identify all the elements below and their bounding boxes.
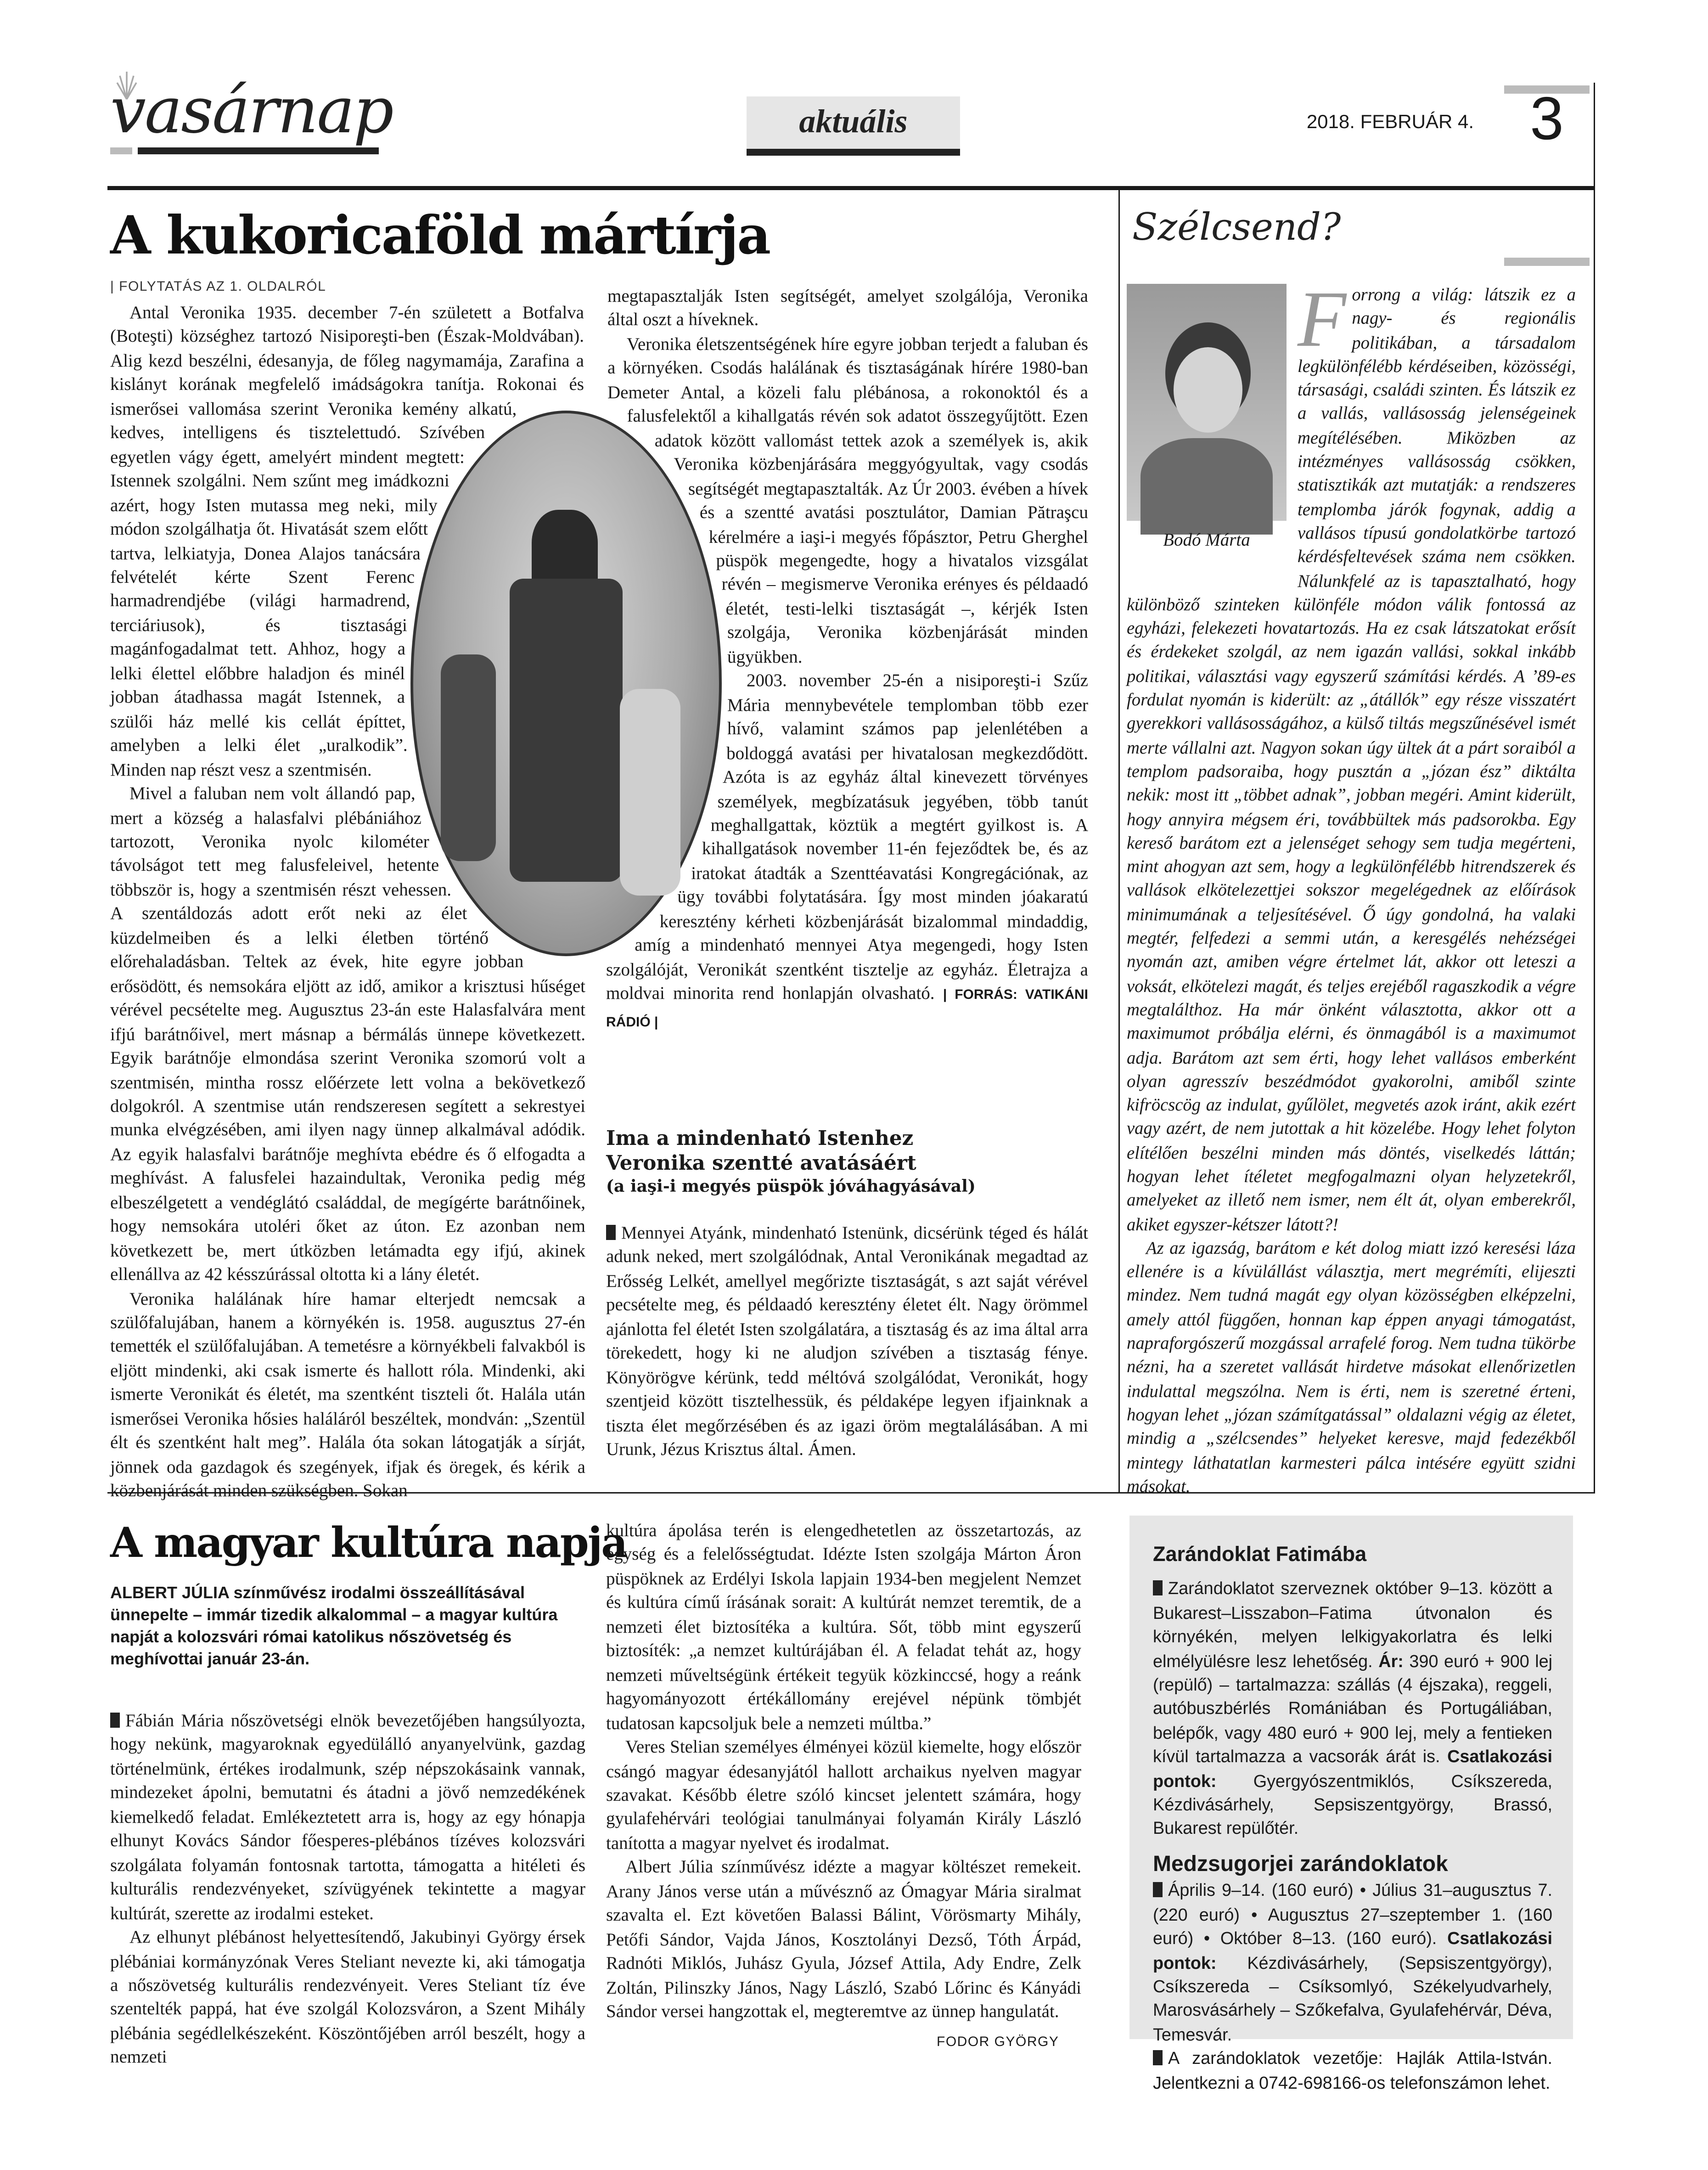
info-text: Április 9–14. (160 euró) • Július 31–augusztus 7. (220 euró) • Augusztus 27–szeptember 1. (160 euró) • Október 8–13. (160 euró). bbox=[1153, 1881, 1552, 1949]
article1-column-1 bbox=[110, 300, 585, 1501]
paragraph: Az elhunyt plébánost helyettesítendő, Jakubinyi György érsek plébániai kormányzónak Veres Steliant nevezte ki, aki támogatja a nőszövetség kulturális rendezvényeit. Veres Steliant tíz éve szentelték pappá, hat éve szolgál Kolozsváron, a Szent Mihály plébánia segédlelkészeként. Köszöntőjében arról beszélt, hogy a nemzeti bbox=[110, 1926, 585, 2068]
prayer-title-2: Veronika szentté avatásáért bbox=[606, 1152, 916, 1175]
article2-headline: A magyar kultúra napja bbox=[110, 1520, 627, 1568]
article-headline: A kukoricaföld mártírja bbox=[110, 204, 770, 266]
paragraph: Veronika halálának híre hamar elterjedt nemcsak a szülőfalujában, hanem a környékén is. 1958. augusztus 27-én temették el szülőfalujában. A temetésre a környékbeli falvakból is eljött mindenki, aki csak ismerte és hallott róla. Mindenki, aki ismerte Veronikát és életét, ma szentként tiszteli őt. Halála után ismerősei Veronika hősies haláláról beszéltek, mondván: „Szentül élt és szentként halt meg”. Halála óta sokan látogatják a sírját, jönnek oda gazdagok és szegények, ifjak és öregek, és kérik a közbenjárását minden szükségben. Sokan bbox=[110, 1287, 585, 1501]
paragraph: megtapasztalják Isten segítségét, amelyet szolgálója, Veronika által oszt a híveknek. bbox=[607, 285, 1088, 330]
paragraph: 2003. november 25-én a nisiporeşti-i Szűz Mária mennybevétele templomban több ezer hívő, valamint számos pap jelenlétében a boldoggá avatási per hivatalosan megkezdődött. Azóta is az egyház által kinevezett törvényes személyek, megbízatásuk jegyében, több tanút meghallgattak, köztük a megtért gyilkost is. A kihallgatások november 11-én fejeződtek be, és az iratokat átadták a Szenttéavatási Kongregációnak, az ügy további folytatására. Így most minden jóakaratú keresztény kérheti közbenjárását bizalommal mindaddig, amíg a mindenható mennyei Atya megengedi, hogy Isten szolgálóját, Veronikát szentként tisztelje az egyház. Életrajza a moldvai minorita rend honlapján olvasható. bbox=[606, 670, 1088, 1003]
prayer-subtitle: (a iaşi-i megyés püspök jóváhagyásával) bbox=[606, 1177, 976, 1196]
infobox-title-fatima: Zarándoklat Fatimába bbox=[1153, 1543, 1367, 1567]
bullet-square-icon bbox=[110, 1713, 120, 1728]
bullet-square-icon bbox=[606, 1225, 616, 1240]
infobox-title-medjugorje: Medzsugorjei zarándoklatok bbox=[1153, 1853, 1448, 1877]
page-number-bar-bottom bbox=[1504, 258, 1590, 266]
article2-column-1 bbox=[110, 1708, 585, 2068]
info-text: Gyergyószentmiklós, Csíkszereda, Kézdivásárhely, Sepsiszentgyörgy, Brassó, Bukarest repülőtér. bbox=[1153, 1771, 1553, 1839]
article2-lead: ALBERT JÚLIA színművész irodalmi összeállításával ünnepelte – immár tizedik alkalommal – a magyar kultúra napját a kolozsvári római katolikus nőszövetség és meghívottai január 23-án. bbox=[110, 1583, 558, 1668]
paragraph: Veronika életszentségének híre egyre jobban terjedt a faluban és a környéken. Csodás halálának és tisztaságának hírére 1980-ban Demeter Antal, a közeli falu plébánosa, a rokonoktól és a falusfelektől a kihallgatás révén sok adatot összegyűjtött. Ezen adatok között vallomást tettek azok a személyek is, akik Veronika közbenjárására meggyógyultak, vagy csodás segítségét megtapasztalták. Az Úr 2003. évében a hívek és a szentté avatási posztulátor, Damian Pătraşcu kérelmére a iaşi-i megyés főpásztor, Petru Gherghel püspök megengedte, hogy a hivatalos vizsgálat révén – megismerve Veronika erényes és példaadó életét, testi-lelki tisztaságát –, kérjék Isten szolgája, Veronika közbenjárását minden ügyükben. bbox=[607, 333, 1088, 667]
section-label: aktuális bbox=[747, 96, 960, 156]
issue-date: 2018. FEBRUÁR 4. bbox=[1306, 110, 1474, 132]
prayer-title-1: Ima a mindenható Istenhez bbox=[606, 1127, 914, 1150]
paragraph: Veres Stelian személyes élményei közül kiemelte, hogy először csángó magyar édesanyjától hallott archaikus nyelven magyar szavakat. Később életre szóló kincset jelentett számára, hogy gyulafehérvári teológiai tanulmányai folyamán Király László tanította a magyar nyelvet és irodalmat. bbox=[606, 1736, 1081, 1853]
opinion-text bbox=[1127, 274, 1576, 1496]
paragraph: Antal Veronika 1935. december 7-én született a Botfalva (Boteşti) községhez tartozó Nisiporeşti-ben (Észak-Moldvában). Alig kezd beszélni, édesanyja, de főleg nagymamája, Zarafina a kislányt korának megfelelő imádságokra tanítja. Rokonai és ismerősei vallomása szerint Veronika kemény alkatú, kedves, intelligens és tisztelettudó. Szívében egyetlen vágy égett, amelyért mindent megtett: Istennek szolgálni. Nem szűnt meg imádkozni azért, hogy Isten mutassa meg neki, mily módon szolgálhatja őt. Hivatását szem előtt tartva, lelkiatyja, Donea Alajos tanácsára felvételét kérte Szent Ferenc harmadrendjébe (világi harmadrend, terciáriusok), és tisztasági magánfogadalmat tett. Ahhoz, hogy a lelki élettel előbbre haladjon és minél jobban átadhassa magát Istennek, a szülői ház mellé kis cellát építtet, amelyben a lelki élet „uralkodik”. Minden nap részt vesz a szentmisén. bbox=[110, 302, 584, 779]
paragraph: orrong a világ: látszik ez a nagy- és regionális politikában, a társadalom legkülönfélébb kérdéseiben, közösségi, társasági, családi szinten. És látszik ez a vallás, vallásosság jelenségeinek megítélésében. Miközben az intézményes vallásosság csökken, statisztikák azt mutatják: a rendszeres templomba járók fogynak, addig a vallásos típusú gondolatkörbe tartozó kérdésfeltevések száma nem csökken. Nálunkfelé az is tapasztalható, hogy különböző szinteken különféle módon válik fontossá az egyházi, felekezeti hovatartozás. Ha ez csak látszatokat erősít és érdekeket szolgál, az nem igazán vallási, sokkal inkább politikai, választási vagy egyszerű számítási kérdés. A ’89-es fordulat nyomán is kiderült: az „átállók” egy része visszatért gyerekkori vallásosságához, a külső tiltás megszűnésével ismét merte vállalni azt. Nagyon sokan úgy ültek át a párt soraiból a templom padsoraiba, hogy pusztán a „józan ész” diktálta nekik: most itt „többet adnak”, jobban megéri. Amint kiderült, hogy annyira mégsem éri, továbbültek más padsorokba. Egy kereső barátom ezt a jelenséget sehogy sem tudja megérteni, mint ahogyan azt sem, hogy a legkülönfélébb hitrendszerek és vallások elkötelezettjei sokszor megelégednek az előírások minimumának a teljesítésével. Ő úgy gondolná, ha valaki megtér, felfedezi a semmi után, a keresgélés nehézségei nyomán azt, amiben végre értelmet lát, akkor ott leteszi a voksát, elkötelezi magát, és teljes erejéből ragaszkodik a végre megtalálthoz. Ha már önként választotta, akkor ott a maximumot próbálja elérni, és önmagából is a maximumot adja. Barátom azt sem érti, hogy lehet vallásos emberként olyan agresszív beszédmódot gyakorolni, amiből szinte kifröcscög az indulat, gyűlölet, megvetés azok iránt, akik ezért vagy azért, de nem jutottak a hit közelébe. Hogy lehet folyton elítélően beszélni minden más döntés, viselkedés láttán; hogyan lehet ítéletet megfogalmazni olyan helyzetekről, amelyeket az illető nem ismer, nem élt át, olyan emberekről, akiket egyszer-kétszer látott?! bbox=[1127, 285, 1576, 1234]
points-label: Csatlakozási pontok: bbox=[1153, 1747, 1553, 1791]
pilgrimage-infobox bbox=[1129, 1516, 1573, 2092]
paragraph: Fábián Mária nőszövetségi elnök bevezetőjében hangsúlyozta, hogy nekünk, magyaroknak egyedülálló anyanyelvünk, gazdag történelmünk, értékes irodalmunk, szép népszokásaink vannak, mindezeket ápolni, bemutatni és átadni a jövő nemzedékének kiemelkedő feladat. Emlékeztetett arra is, hogy az egy hónapja elhunyt Kovács Sándor főesperes-plébános tízéves kolozsvári szolgálata folyamán fontosnak tartotta, támogatta a hitéleti és kulturális rendezvényeket, szívügyének tekintette a magyar kultúrát, szerette az irodalmi esteket. bbox=[110, 1710, 585, 1923]
contact-text: A zarándoklatok vezetője: Hajlák Attila-István. Jelentkezni a 0742-698166-os telefonszámon lehet. bbox=[1153, 2049, 1552, 2092]
points-label: Csatlakozási pontok: bbox=[1153, 1929, 1552, 1973]
info-text: 390 euró + 900 lej (repülő) – tartalmazza: szállás (4 éjszaka), reggeli, autóbuszbérlés Romániában és Portugáliában, belépők, vagy 480 euró + 900 lej, mely a fentieken kívül tartalmazza a vacsorák árát is. bbox=[1153, 1651, 1553, 1767]
bullet-square-icon bbox=[1153, 1883, 1163, 1898]
info-text: Zarándoklatot szerveznek október 9–13. között a Bukarest–Lisszabon–Fatima útvonalon és környékén, melyen lelkigyakorlatra és lelki elmélyülésre lesz lehetőség. bbox=[1153, 1579, 1552, 1671]
masthead-logo: vasárnap bbox=[110, 73, 393, 147]
page-number: 3 bbox=[1530, 85, 1564, 153]
top-rule bbox=[107, 186, 1595, 190]
info-text: Kézdivásárhely, (Sepsiszentgyörgy), Csíkszereda – Csíksomlyó, Székelyudvarhely, Marosvásárhely – Szőkefalva, Gyulafehérvár, Déva, Temesvár. bbox=[1153, 1953, 1552, 2045]
dropcap: F bbox=[1298, 274, 1347, 364]
author-caption: Bodó Márta bbox=[1163, 529, 1250, 550]
bullet-square-icon bbox=[1153, 1581, 1163, 1596]
article1-column-2 bbox=[606, 284, 1088, 1110]
paragraph: Albert Júlia színművész idézte a magyar költészet remekeit. Arany János verse után a művésznő az Ómagyar Mária siralmat szavalta el. Ezt követően Balassi Bálint, Vörösmarty Mihály, Petőfi Sándor, Vajda János, Kosztolányi Dezső, Tóth Árpád, Radnóti Miklós, Juhász Gyula, József Attila, Ady Endre, Zelk Zoltán, Pilinszky János, Nagy László, Szabó Lőrinc és Kányádi Sándor versei hangzottak el, megteremtve az ünnep hangulatát. bbox=[606, 1856, 1081, 2022]
continued-note: | FOLYTATÁS AZ 1. OLDALRÓL bbox=[110, 280, 326, 295]
prayer-text bbox=[606, 1221, 1088, 1485]
logo-underline bbox=[138, 147, 379, 154]
article2-column-2 bbox=[606, 1518, 1081, 2023]
right-border bbox=[1594, 83, 1595, 1492]
paragraph: Mivel a faluban nem volt állandó pap, mert a község a halasfalvi plébániához tartozott, Veronika nyolc kilométer távolságot tett meg falusfeleivel, hetente többször is, hogy a szentmisén részt vehessen. A szentáldozás adott erőt neki az élet küzdelmeiben és a lelki életben történő előrehaladásban. Teltek az évek, hite egyre jobban erősödött, és nemsokára eljött az idő, amikor a krisztusi hűséget vérével pecsételte meg. Augusztus 23-án este Halasfalvára ment ifjú barátnőivel, mert másnap a bérmálás ünnepe következett. Egyik barátnője elmondása szerint Veronika szomorú volt a szentmisén, mintha rossz előérzete lett volna a bekövetkező dolgokról. A szentmise után rendszeresen segített a sekrestyei munka elvégzésében, ami ilyen nagy ünnep alkalmával adódik. Az egyik halasfalvi barátnője meghívta ebédre és ő elfogadta a meghívást. A falusfelei hazaindultak, Veronika pedig még elbeszélgetett a vendéglátó családdal, de megígérte barátnőinek, hogy nemsokára utoléri őket az úton. Ez azonban nem következett be, mert útközben letámadta egy ifjú, akinek ellenállva az 42 késszúrással oltotta ki a lány életét. bbox=[110, 783, 585, 1285]
opinion-title: Szélcsend? bbox=[1132, 207, 1341, 249]
bullet-square-icon bbox=[1153, 2050, 1163, 2065]
source-credit: | FORRÁS: VATIKÁNI RÁDIÓ | bbox=[606, 988, 1088, 1030]
byline: FODOR GYÖRGY bbox=[937, 2035, 1059, 2050]
column-divider bbox=[1118, 189, 1120, 1492]
paragraph: kultúra ápolása terén is elengedhetetlen az összetartozás, az egység és a felelősségtudat. Idézte Isten szolgája Márton Áron püspöknek az Erdélyi Iskola lapjain 1934-ben megjelent Nemzet és kultúra című írásának sorait: A kultúrát nemzet teremtik, de a nemzeti élet biztosítéka a kultúra. Sőt, több mint egyszerű biztosíték: „a nemzet kultúrájában él. A feladat tehát az, hogy nemzeti műveltségünk értékeit tegyük közkinccsé, hogy a reánk hagyományozott értékállomány erejével népünk tömbjét tudatosan kapcsoljuk bele a nemzeti múltba.” bbox=[606, 1520, 1081, 1733]
logo-accent bbox=[110, 147, 132, 154]
prayer-box bbox=[606, 1127, 1088, 1197]
paragraph: Az az igazság, barátom e két dolog miatt izzó keresési láza ellenére is a kívülállást választja, mert megrémíti, elijeszti mindez. Nem tudná magát egy olyan közösségben elképzelni, amely attól függően, honnan kap éppen anyagi támogatást, napraforgószerű mozgással arrafelé forog. Nem tudna tükörbe nézni, ha a szeretet vallását hirdetve másokat ellenőrizetlen indulattal megszólna. Nem is érti, nem is szeretné érteni, hogyan lehet „józan számítgatással” oldalazni végig az életet, mindig a „szélcsendes” helyeket keresve, majd fedezékből mintegy láthatatlan karmesteri pálca intésére együtt szidni másokat. bbox=[1127, 1238, 1576, 1496]
prayer-body: Mennyei Atyánk, mindenható Istenünk, dicsérünk téged és hálát adunk neked, mert szolgálódnak, Antal Veronikának megadtad az Erősség Lelkét, amellyel megőrizte tisztaságát, s azt saját vérével pecsételte meg, és példaadó keresztény életet élt. Nagy örömmel ajánlotta fel életét Isten szolgálatára, a tisztaság és az ima által arra törekedett, hogy ki ne aludjon szívében a tisztaság fénye. Könyörögve kérünk, tedd méltóvá szolgálódat, Veronikát, hogy szentjeid között tisztelhessük, és példaképe legyen ifjainknak a tiszta élet megőrzésében és az igazi öröm megtalálásában. A mi Urunk, Jézus Krisztus által. Ámen. bbox=[606, 1222, 1088, 1460]
price-label: Ár: bbox=[1378, 1651, 1404, 1671]
